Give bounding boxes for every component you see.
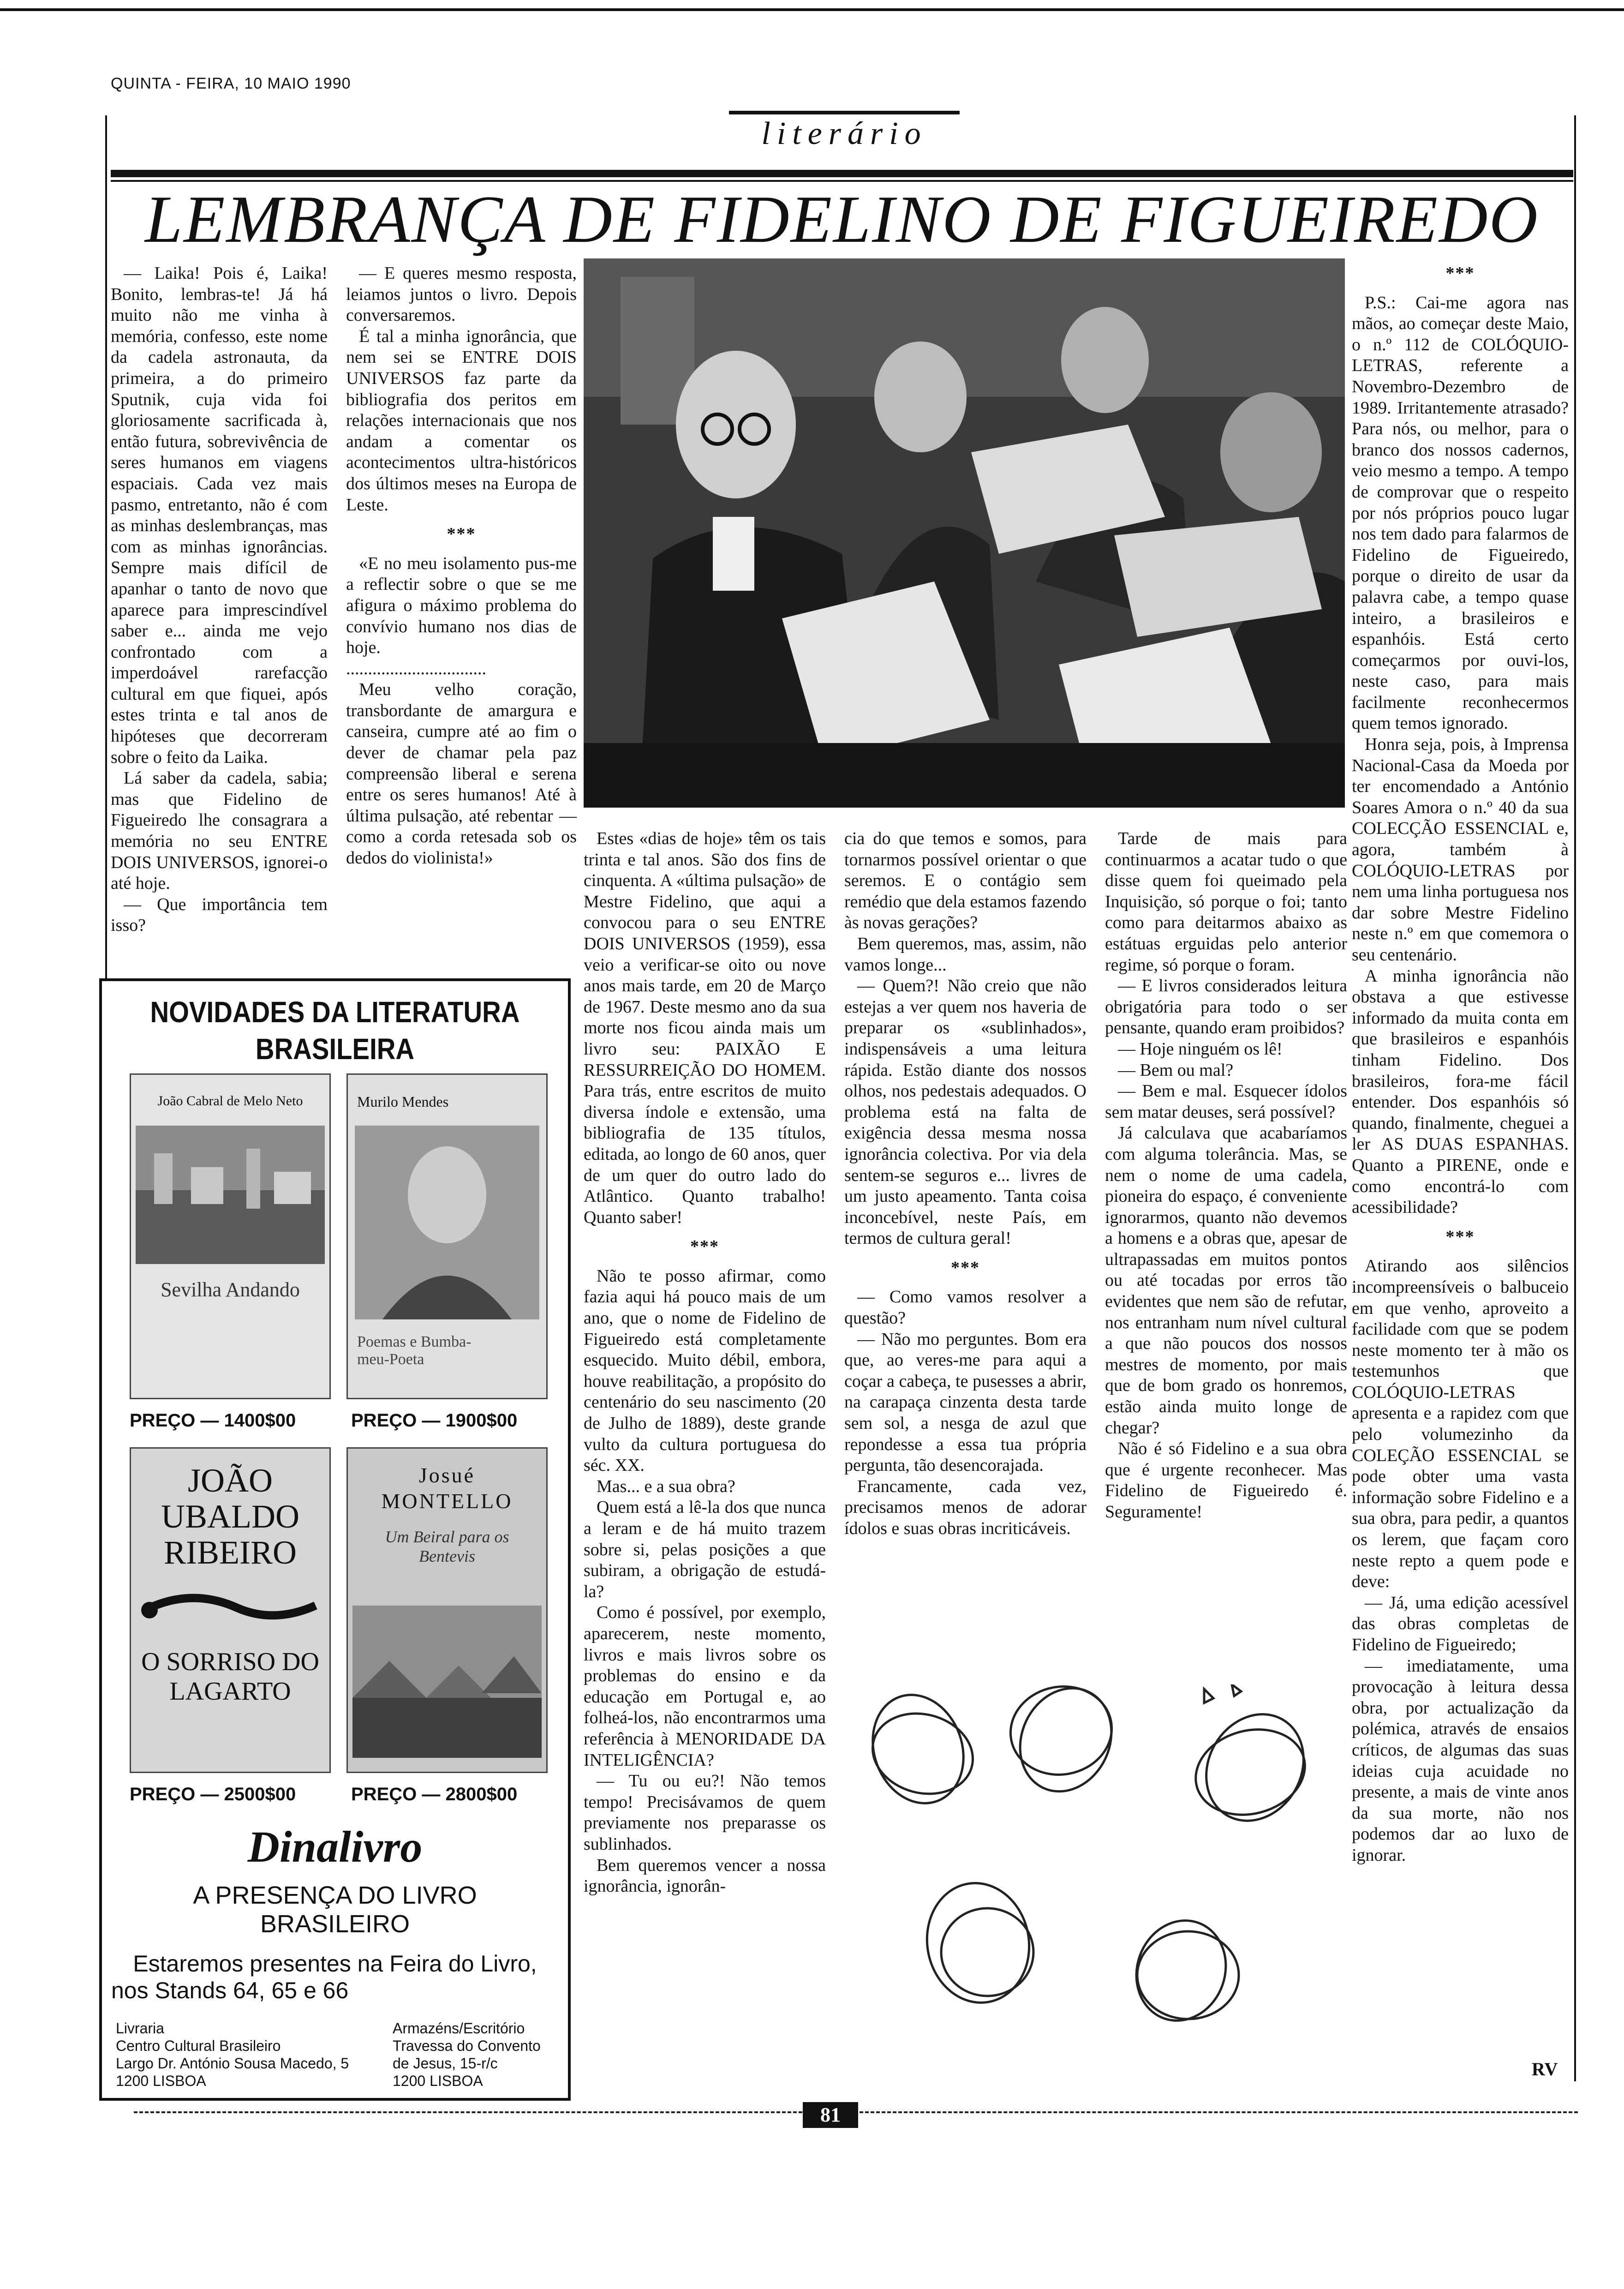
paragraph: — Bem e mal. Esquecer ídolos sem matar deuses, será possível? [1105,1081,1347,1122]
paragraph: Atirando aos silêncios incompreensíveis o balbuceio em que venho, aproveito a facilidade com que se podem neste momento ter à mão os testemunhos que COLÓQUIO-LETRAS apresenta e a rapidez com que pelo volumezinho da COLEÇÃO ESSENCIAL se pode obter uma vasta informação sobre Fidelino e a sua obra, para pedir, a quantos os lerem, que façam coro neste repto a quem pode e deve: [1352,1256,1569,1592]
book-title: O SORRISO DO LAGARTO [141,1648,319,1706]
address-line: Travessa do Convento [393,2037,541,2054]
top-border [0,8,1624,11]
frame-left [105,115,107,978]
book-title: Um Beiral para os Bentevis [385,1528,509,1565]
address-line: Armazéns/Escritório [393,2020,525,2037]
paragraph: — Quem?! Não creio que não estejas a ver quem nos haveria de preparar os «sublinhados», indispensáveis a uma leitura rápida. Estão diante dos nossos olhos, nos pedestais adequados. O problema está na falta de exigência dessa mesma nossa ignorância colectiva. Por via dela sentem-se seguros e... livres de um justo apeamento. Tanta coisa inconcebível, neste País, em termos de cultura geral! [844,976,1087,1248]
paragraph: Mas... e a sua obra? [597,1476,735,1496]
paragraph: A minha ignorância não obstava a que estivesse informado da muita conta em que brasileiros e espanhóis tinham Fidelino. Dos brasileiros, fora-me fácil entender. Dos espanhóis só quando, finalmente, cheguei a ler AS DUAS ESPANHAS. Quanto a PIRENE, onde e como encontrá-lo com acessibilidade? [1352,966,1569,1217]
ad-address-warehouse [393,2019,559,2090]
paragraph: Como é possível, por exemplo, aparecerem, neste momento, livros e mais livros sobre os problemas do ensino e da educação em Portugal e, ao folheá-los, não encontrarmos uma referência à MENORIDADE DA INTELIGÊNCIA? [584,1603,826,1770]
paragraph: Meu velho coração, transbordante de amargura e canseira, cumpre até ao fim o dever de chamar pela paz compreensão liberal e serena entre os seres humanos! Até à última pulsação, até rebentar — como a corda retesada sob os dedos do violinista!» [346,680,577,868]
portrait-illustration [355,1126,539,1319]
book-title: Sevilha Andando [161,1278,300,1301]
photo-fidelino-reading [584,258,1345,808]
section-break: *** [1445,1227,1475,1246]
book-author: João Cabral de Melo Neto [157,1093,303,1109]
ad-title-line-1: NOVIDADES DA LITERATURA [150,995,520,1029]
article-column-5 [1105,828,1347,1523]
article-column-6 [1352,263,1569,1866]
address-line: 1200 LISBOA [393,2073,483,2089]
article-column-1 [111,263,328,936]
paragraph: Não é só Fidelino e a sua obra que é urgente reconhecer. Mas Fidelino de Figueiredo é. Seguramente! [1105,1439,1347,1522]
section-break: *** [951,1258,980,1277]
paragraph: Francamente, cada vez, precisamos menos de adorar ídolos e suas obras incriticáveis. [844,1476,1087,1538]
book-cover-sevilha-andando [130,1073,331,1399]
paragraph: «E no meu isolamento pus-me a reflectir sobre o que se me afigura o máximo problema do convívio humano nos dias de hoje. [346,553,577,658]
paragraph: Bem queremos, mas, assim, não vamos longe... [844,934,1087,975]
ad-fair-line-1: Estaremos presentes na Feira do Livro, [133,1951,537,1977]
section-title: literário [761,116,927,151]
date-line: QUINTA - FEIRA, 10 MAIO 1990 [111,75,351,92]
ad-tagline-line-2: BRASILEIRO [260,1910,410,1938]
address-line: Largo Dr. António Sousa Macedo, 5 [116,2055,349,2072]
paragraph: P.S.: Cai-me agora nas mãos, ao começar deste Maio, o n.º 112 de COLÓQUIO-LETRAS, referente a Novembro-Dezembro de 1989. Irritantemente atrasado? Para nós, ou melhor, para o branco dos nossos cadernos, veio mesmo a tempo. A tempo de comprovar que o respeito por nós próprios pouco lugar nos tem dado para falarmos de Fidelino de Figueiredo, porque o direito de usar da palavra cabe, a tempo quase inteiro, a brasileiros e espanhóis. Está certo começarmos por ouvi-los, neste caso, para mais facilmente reconhecermos quem temos ignorado. [1352,293,1569,733]
book-price: PREÇO — 2500$00 [130,1784,296,1804]
book-price: PREÇO — 1400$00 [130,1410,296,1431]
section-break: *** [1445,264,1475,283]
paragraph: — Como vamos resolver a questão? [844,1287,1087,1328]
paragraph: Já calculava que acabaríamos com alguma tolerância. Mas, se nem o nome de uma cadela, pioneira do espaço, é conveniente ignorarmos, quanto não devemos a homens e a obras que, apesar de ultrapassadas em muitos pontos ou até tocadas por erros tão evidentes que nem são de refutar, nos entranham num nível cultural a que não poucos dos nossos mestres de momento, por mais que de bom grado os honremos, estão ainda muito longe de chegar? [1105,1123,1347,1438]
advertisement-dinalivro [99,978,571,2101]
book-title: Poemas e Bumba-meu-Poeta [357,1333,472,1368]
paragraph: cia do que temos e somos, para tornarmos possível orientar o que seremos. E o contágio sem remédio que dela estamos fazendo às novas gerações? [844,829,1087,933]
paragraph: Tarde de mais para continuarmos a acatar tudo o que disse quem foi queimado pela Inquisição, só porque o foi; tanto como para deitarmos abaixo as estátuas erguidas pelo anterior regime, só porque o foram. [1105,829,1347,975]
page-number: 81 [803,2102,858,2128]
book-author: Josué MONTELLO [381,1463,513,1513]
paragraph: Estes «dias de hoje» têm os tais trinta e tal anos. São dos fins de cinquenta. A «última pulsação» de Mestre Fidelino, que aqui a convocou para o seu ENTRE DOIS UNIVERSOS (1959), essa veio a verificar-se oito ou nove anos mais tarde, em 20 de Março de 1967. Deste mesmo ano da sua morte nos ficou ainda mais um livro seu: PAIXÃO E RESSURREIÇÃO DO HOMEM. Para trás, entre escritos de muito diversa índole e extensão, uma bibliografia de 135 títulos, editada, ao longo de 60 anos, quer de um quer do outro lado do Atlântico. Quanto trabalho! Quanto saber! [584,829,826,1227]
dinalivro-logo: Dinalivro [247,1822,423,1871]
book-cover-o-sorriso-do-lagarto [130,1447,331,1773]
paragraph: — Bem ou mal? [1118,1060,1234,1080]
paragraph: Não te posso afirmar, como fazia aqui há pouco mais de um ano, que o nome de Fidelino de Figueiredo está completamente esquecido. Muito débil, embora, houve reabilitação, a propósito do centenário do seu nascimento (20 de Julho de 1889), deste grande vulto da cultura portuguesa do séc. XX. [584,1266,826,1475]
section-break: *** [447,524,476,544]
address-line: Livraria [116,2020,164,2037]
book-price: PREÇO — 1900$00 [351,1410,518,1431]
book-price: PREÇO — 2800$00 [351,1784,518,1804]
ellipsis-line: ................................ [346,659,486,678]
paragraph: — Tu ou eu?! Não temos tempo! Precisávamos de quem previamente nos preparasse os sublinhados. [584,1771,826,1854]
paragraph: — Que importância tem isso? [111,894,328,935]
paragraph: — imediatamente, uma provocação à leitura dessa obra, por actualização da polémica, através de ensaios críticos, de algumas das suas ideias cuja acuidade no presente, a mais de vinte anos da sua morte, não nos podemos dar ao luxo de ignorar. [1352,1656,1569,1865]
ad-address-bookstore [116,2019,374,2090]
address-line: 1200 LISBOA [116,2073,206,2089]
city-illustration [136,1126,325,1264]
headline: LEMBRANÇA DE FIDELINO DE FIGUEIREDO [145,182,1539,257]
paragraph: — Hoje ninguém os lê! [1118,1039,1283,1059]
paragraph: — E queres mesmo resposta, leiamos juntos o livro. Depois conversaremos. [346,264,577,325]
ad-fair-line-2: nos Stands 64, 65 e 66 [111,1977,349,2003]
paragraph: Honra seja, pois, à Imprensa Nacional-Casa da Moeda por ter encomendado a António Soares Amora o n.º 40 da sua COLECÇÃO ESSENCIAL e, agora, também à COLÓQUIO-LETRAS por nem uma linha portuguesa nos dar sobre Mestre Fidelino neste n.º em que comemora o seu centenário. [1352,735,1569,965]
paragraph: É tal a minha ignorância, que nem sei se ENTRE DOIS UNIVERSOS faz parte da bibliografia dos peritos em relações internacionais que nos andam a comentar os acontecimentos ultra-históricos dos últimos meses na Europa de Leste. [346,326,577,515]
book-cover-poemas-bumba-meu-poeta [346,1073,548,1399]
hand-drawn-circles-doodle [849,1684,1366,2063]
paragraph: — E livros considerados leitura obrigatória para todo o ser pensante, quando eram proibidos? [1105,976,1347,1038]
article-column-2 [346,263,577,869]
book-author: JOÃO UBALDO RIBEIRO [161,1462,299,1571]
paragraph: — Laika! Pois é, Laika! Bonito, lembras-te! Já há muito não me vinha à memória, confesso, este nome da cadela astronauta, da primeira, a do primeiro Sputnik, cuja vida foi gloriosamente sacrificada à, então futura, sobrevivência de seres humanos em viagens espaciais. Cada vez mais pasmo, entretanto, não é com as minhas deslembranças, mas com as minhas ignorâncias. Sempre mais difícil de apanhar o tanto de novo que aparece para imprescindível saber e... ainda me vejo confrontado com a imperdoável rarefacção cultural em que fiquei, após estes trinta e tal anos de hipóteses que decorreram sobre o feito da Laika. [111,264,328,767]
frame-right [1574,115,1576,2081]
lizard-icon [136,1582,325,1633]
paragraph: Bem queremos vencer a nossa ignorância, ignorân- [584,1855,826,1896]
paragraph: Lá saber da cadela, sabia; mas que Fidelino de Figueiredo lhe consagrara a memória no seu ENTRE DOIS UNIVERSOS, ignorei-o até hoje. [111,768,328,893]
paragraph: — Já, uma edição acessível das obras completas de Fidelino de Figueiredo; [1352,1593,1569,1654]
rooftops-illustration [352,1606,542,1758]
photo-illustration [584,258,1345,808]
headline-rule [111,170,1573,177]
article-column-3 [584,828,826,1897]
address-line: Centro Cultural Brasileiro [116,2037,281,2054]
article-column-4 [844,828,1087,1540]
author-signature: RV [1532,2059,1558,2079]
section-break: *** [690,1237,719,1257]
book-author: Murilo Mendes [357,1093,449,1110]
ad-title-line-2: BRASILEIRA [255,1032,415,1066]
ad-tagline-line-1: A PRESENÇA DO LIVRO [193,1882,477,1909]
paragraph: Quem está a lê-la dos que nunca a leram e de há muito trazem sobre si, pelas posições a que subiram, a obrigação de estudá-la? [584,1498,826,1601]
section-rule-top [729,111,960,114]
book-cover-um-beiral-para-os-bentevis [346,1447,548,1773]
address-line: de Jesus, 15-r/c [393,2055,498,2072]
paragraph: — Não mo perguntes. Bom era que, ao veres-me para aqui a coçar a cabeça, te pusesses a abrir, na carapaça cinzenta desta tarde sem sol, a nesga de azul que repondesse a essa tua própria pergunta, tão desencorajada. [844,1329,1087,1475]
